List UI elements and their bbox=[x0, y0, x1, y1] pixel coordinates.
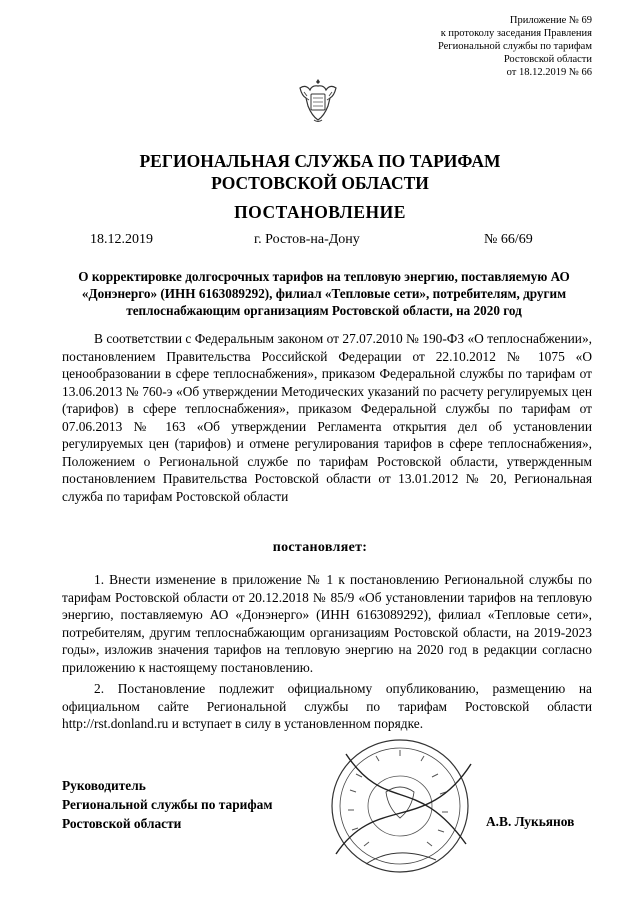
decree-item-1: 1. Внести изменение в приложение № 1 к постановлению Региональной службы по тарифам Ростовской области от 20.12.2018 № 85/9 «Об установлении тарифов на тепловую энергию, поставляемую АО «Донэнерго» (ИНН 6163089292), филиал «Тепловые сети», потребителям, другим теплоснабжающим организациям Ростовской области, на 2019-2023 годы», изложив значения тарифов на тепловую энергию на 2020 год в редакции согласно приложению к настоящему постановлению. bbox=[62, 572, 592, 675]
signer-position-line: Руководитель bbox=[62, 778, 146, 793]
agency-name bbox=[0, 150, 640, 194]
appendix-line: Приложение № 69 bbox=[509, 15, 592, 26]
document-subject: О корректировке долгосрочных тарифов на тепловую энергию, поставляемую АО «Донэнерго» (ИНН 6163089292), филиал «Тепловые сети», потребителям, другим теплоснабжающим организациям Ростовской области, на 2020 год bbox=[78, 269, 570, 318]
official-seal-icon bbox=[326, 734, 476, 879]
signer-position bbox=[62, 776, 272, 833]
coat-of-arms-icon bbox=[296, 76, 340, 126]
document-number: № 66/69 bbox=[484, 232, 533, 247]
agency-name-line: РЕГИОНАЛЬНАЯ СЛУЖБА ПО ТАРИФАМ bbox=[139, 151, 501, 171]
document-type: ПОСТАНОВЛЕНИЕ bbox=[234, 202, 406, 222]
appendix-line: к протоколу заседания Правления bbox=[440, 28, 592, 39]
appendix-note bbox=[438, 14, 592, 79]
document-date: 18.12.2019 bbox=[90, 232, 153, 247]
signer-position-line: Ростовской области bbox=[62, 816, 182, 831]
signer-name: А.В. Лукьянов bbox=[486, 814, 575, 829]
decree-word: постановляет: bbox=[272, 540, 368, 555]
appendix-line: Ростовской области bbox=[503, 54, 592, 65]
signer-position-line: Региональной службы по тарифам bbox=[62, 797, 273, 812]
document-city: г. Ростов-на-Дону bbox=[254, 232, 360, 247]
legal-basis-paragraph: В соответствии с Федеральным законом от 27.07.2010 № 190-ФЗ «О теплоснабжении», постановлением Правительства Российской Федерации от 22.10.2012 № 1075 «О ценообразовании в сфере теплоснабжения», приказом Федеральной службы по тарифам от 13.06.2013 № 760-э «Об утверждении Методических указаний по расчету регулируемых цен (тарифов) в сфере теплоснабжения», приказом Федеральной службы по тарифам от 07.06.2013 № 163 «Об утверждении Регламента открытия дел об установлении регулируемых цен (тарифов) и отмене регулирования тарифов в сфере теплоснабжения», Положением о Региональной службе по тарифам Ростовской области, утвержденным постановлением Правительства Ростовской области от 13.01.2012 № 20, Региональная служба по тарифам Ростовской области bbox=[62, 331, 592, 504]
decree-item-2: 2. Постановление подлежит официальному опубликованию, размещению на официальном сайте Региональной службы по тарифам Ростовской области http://rst.donland.ru и вступает в силу в установленном порядке. bbox=[62, 681, 592, 731]
appendix-line: Региональной службы по тарифам bbox=[437, 41, 592, 52]
appendix-line: от 18.12.2019 № 66 bbox=[506, 67, 592, 78]
agency-name-line: РОСТОВСКОЙ ОБЛАСТИ bbox=[211, 173, 429, 193]
